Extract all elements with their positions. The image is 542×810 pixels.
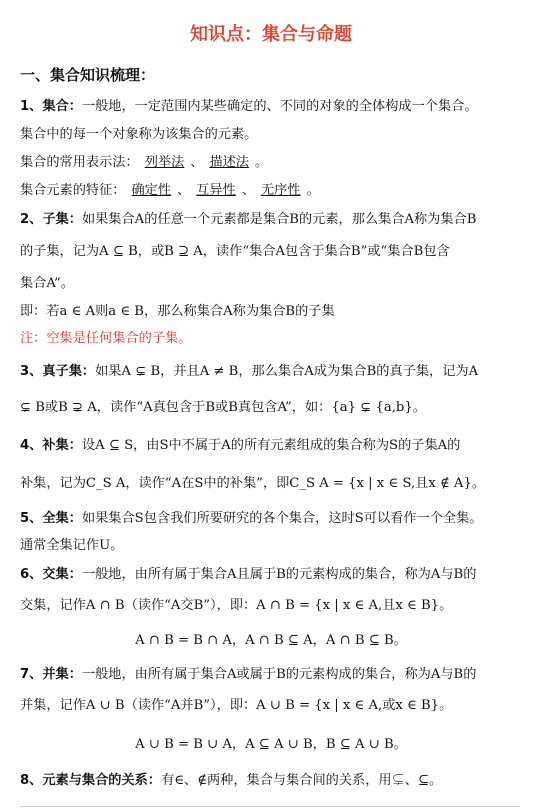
separator: 、 xyxy=(190,155,204,170)
blank-distinctness: 互异性 xyxy=(196,183,236,198)
item-4-text: 设A ⊆ S，由S中不属于A的所有元素组成的集合称为S的子集A的 xyxy=(81,438,461,453)
item-8-line-1 xyxy=(20,772,442,790)
blank-description: 描述法 xyxy=(209,155,249,170)
page-title: 知识点：集合与命题 xyxy=(190,24,352,45)
item-1-line-4 xyxy=(20,182,320,200)
item-1-label: 1、集合： xyxy=(20,99,82,114)
item-2-line-1 xyxy=(20,211,476,229)
item-3-text: 如果A ⊊ B，并且A ≠ B，那么集合A成为集合B的真子集，记为A xyxy=(95,364,479,379)
item-2-line-4: 即：若a ∈ A则a ∈ B，那么称集合A称为集合B的子集 xyxy=(20,304,335,319)
period: 。 xyxy=(306,183,320,198)
item-4-label: 4、补集： xyxy=(20,438,82,453)
item-4-line-2: 补集，记为C_S A，读作“A在S中的补集”，即C_S A = {x | x ∈ S,且x ∉ A}。 xyxy=(20,476,486,491)
representation-prefix: 集合的常用表示法： xyxy=(20,155,139,170)
item-4-line-1 xyxy=(20,437,460,455)
item-2-line-2: 的子集，记为A ⊆ B，或B ⊇ A，读作“集合A包含于集合B”或“集合B包含 xyxy=(20,244,450,259)
bottom-rule xyxy=(20,806,520,807)
feature-prefix: 集合元素的特征： xyxy=(20,183,126,198)
item-3-line-2: ⊊ B或B ⊋ A，读作“A真包含于B或B真包含A”，如：{a} ⊊ {a,b}。 xyxy=(20,400,426,415)
item-6-text: 一般地，由所有属于集合A且属于B的元素构成的集合，称为A与B的 xyxy=(81,567,477,582)
item-2-note: 注：空集是任何集合的子集。 xyxy=(20,331,192,346)
blank-enumeration: 列举法 xyxy=(144,155,185,170)
item-8-label: 8、元素与集合的关系： xyxy=(20,773,162,788)
item-7-line-1 xyxy=(20,666,476,684)
item-3-line-1 xyxy=(20,363,478,381)
item-8-text: 有∈、∉两种，集合与集合间的关系，用⊊、⊆。 xyxy=(161,773,443,788)
item-2-text: 如果集合A的任意一个元素都是集合B的元素，那么集合A称为集合B xyxy=(81,212,477,227)
item-5-line-2: 通常全集记作U。 xyxy=(20,538,124,553)
item-1-line-2: 集合中的每一个对象称为该集合的元素。 xyxy=(20,127,258,142)
item-3-label: 3、真子集： xyxy=(20,364,96,379)
item-5-label: 5、全集： xyxy=(20,511,82,526)
separator: 、 xyxy=(177,183,191,198)
item-7-text: 一般地，由所有属于集合A或属于B的元素构成的集合，称为A与B的 xyxy=(81,667,477,682)
item-6-line-2: 交集，记作A ∩ B（读作“A交B”），即：A ∩ B = {x | x ∈ A,且x ∈ B}。 xyxy=(20,598,453,613)
section-heading: 一、集合知识梳理： xyxy=(20,66,156,84)
item-6-label: 6、交集： xyxy=(20,567,82,582)
item-7-label: 7、并集： xyxy=(20,667,82,682)
item-1-line-3 xyxy=(20,154,268,172)
item-5-text: 如果集合S包含我们所要研究的各个集合，这时S可以看作一个全集。 xyxy=(81,511,483,526)
blank-definiteness: 确定性 xyxy=(131,183,172,198)
item-2-line-3: 集合A”。 xyxy=(20,276,74,291)
item-2-label: 2、子集： xyxy=(20,212,82,227)
item-1-line-1 xyxy=(20,98,478,116)
item-6-formula: A ∩ B = B ∩ A，A ∩ B ⊆ A，A ∩ B ⊆ B。 xyxy=(135,633,407,648)
item-1-text: 一般地，一定范围内某些确定的、不同的对象的全体构成一个集合。 xyxy=(81,99,478,114)
separator: 、 xyxy=(241,183,255,198)
blank-unordered: 无序性 xyxy=(261,183,301,198)
item-5-line-1 xyxy=(20,510,482,528)
item-6-line-1 xyxy=(20,566,476,584)
item-7-line-2: 并集，记作A ∪ B（读作“A并B”），即：A ∪ B = {x | x ∈ A,或x ∈ B}。 xyxy=(20,698,453,713)
item-7-formula: A ∪ B = B ∪ A，A ⊆ A ∪ B，B ⊆ A ∪ B。 xyxy=(135,737,407,752)
period: 。 xyxy=(255,155,269,170)
